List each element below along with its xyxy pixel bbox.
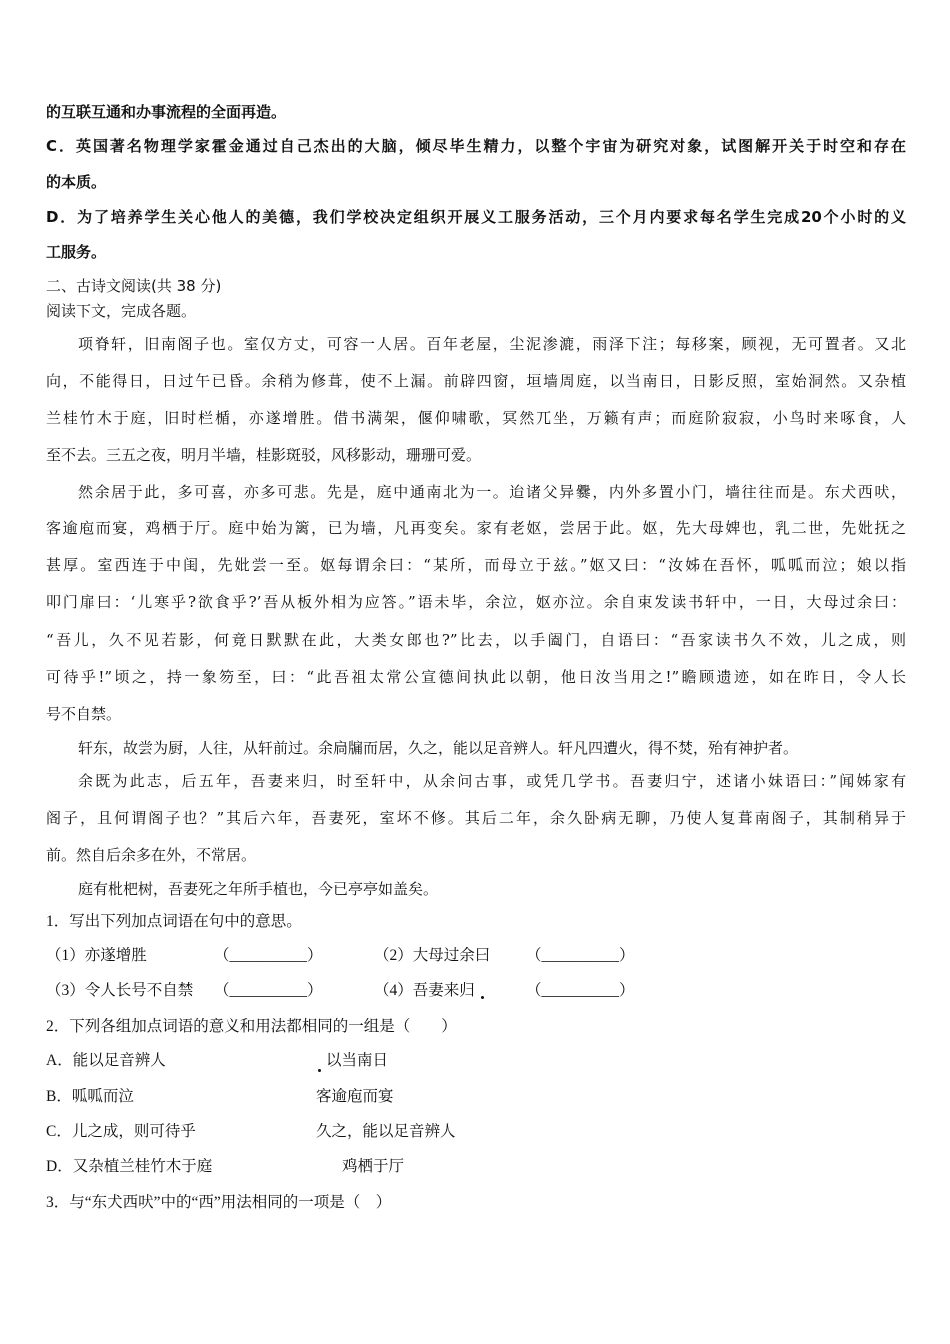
option-b-tail: 的互联互通和办事流程的全面再造。 (46, 103, 287, 121)
q2-option-a-left: A．能以足音辨人 (46, 1052, 166, 1069)
q2-option-c-right: 久之，能以足音辨人 (316, 1123, 456, 1140)
q2-option-d-right: 鸡栖于厅 (342, 1158, 405, 1175)
passage-line: 至不去。三五之夜，明月半墙，桂影斑驳，风移影动，珊珊可爱。 (46, 446, 482, 464)
passage-line: 阁子，且何谓阁子也？”其后六年，吾妻死，室坏不修。其后二年，余久卧病无聊，乃使人复葺南阁子，其制稍异于 (46, 809, 906, 827)
q2-option-a-right: 以当南日 (326, 1052, 389, 1069)
q2-option-c-left: C．儿之成，则可待乎 (46, 1123, 196, 1140)
option-c-line2: 的本质。 (46, 173, 107, 191)
q1-item-label: （1）亦遂增胜 (46, 947, 147, 964)
passage-line: 庭有枇杷树，吾妻死之年所手植也，今已亭亭如盖矣。 (78, 880, 439, 898)
passage-line: 前。然自后余多在外，不常居。 (46, 846, 257, 864)
q1-item-label: （4）吾妻来归 (374, 982, 475, 999)
option-d-line2: 工服务。 (46, 243, 107, 261)
passage-line: 甚厚。室西连于中闺，先妣尝一至。妪每谓余曰：“某所，而母立于兹。”妪又曰：“汝姊在吾怀，呱呱而泣；娘以指 (46, 556, 906, 574)
passage-line: 号不自禁。 (46, 705, 122, 723)
q2-option-b-right: 客逾庖而宴 (316, 1088, 394, 1105)
q1-answer-blank[interactable]: （__________） (526, 947, 635, 964)
passage-line: 兰桂竹木于庭，旧时栏楯，亦遂增胜。借书满架，偃仰啸歌，冥然兀坐，万籁有声；而庭阶寂寂，小鸟时来啄食，人 (46, 409, 906, 427)
q1-answer-blank[interactable]: （__________） (214, 947, 323, 964)
passage-line: 轩东，故尝为厨，人往，从轩前过。余扃牖而居，久之，能以足音辨人。轩凡四遭火，得不焚，殆有神护者。 (78, 739, 799, 757)
section-heading: 二、古诗文阅读(共 38 分) (46, 277, 222, 295)
passage-line: 余既为此志，后五年，吾妻来归，时至轩中，从余问古事，或凭几学书。吾妻归宁，述诸小妹语曰：”闻姊家有 (78, 772, 906, 790)
passage-line: 叩门扉曰：‘儿寒乎?欲食乎?’吾从板外相为应答。”语未毕，余泣，妪亦泣。余自束发读书轩中，一日，大母过余曰： (46, 593, 906, 611)
option-c-line1: C．英国著名物理学家霍金通过自己杰出的大脑，倾尽毕生精力，以整个宇宙为研究对象，试图解开关于时空和存在 (46, 137, 906, 155)
question-1-stem: 1．写出下列加点词语在句中的意思。 (46, 913, 302, 930)
option-d-line1: D．为了培养学生关心他人的美德，我们学校决定组织开展义工服务活动，三个月内要求每名学生完成20个小时的义 (46, 208, 906, 226)
q1-answer-blank[interactable]: （__________） (214, 982, 323, 999)
emphasis-dot (481, 996, 484, 999)
passage-line: 客逾庖而宴，鸡栖于厅。庭中始为篱，已为墙，凡再变矣。家有老妪，尝居于此。妪，先大母婢也，乳二世，先妣抚之 (46, 519, 906, 537)
q1-item-label: （3）令人长号不自禁 (46, 982, 194, 999)
question-3-stem: 3．与“东犬西吠”中的“西”用法相同的一项是（ ） (46, 1194, 392, 1211)
q1-answer-blank[interactable]: （__________） (526, 982, 635, 999)
passage-line: 然余居于此，多可喜，亦多可悲。先是，庭中通南北为一。迨诸父异爨，内外多置小门，墙往往而是。东犬西吠， (78, 483, 906, 501)
q2-option-b-left: B．呱呱而泣 (46, 1088, 134, 1105)
passage-line: 项脊轩，旧南阁子也。室仅方丈，可容一人居。百年老屋，尘泥渗漉，雨泽下注；每移案，顾视，无可置者。又北 (78, 335, 906, 353)
section-instruction: 阅读下文，完成各题。 (46, 302, 197, 320)
passage-line: 向，不能得日，日过午已昏。余稍为修葺，使不上漏。前辟四窗，垣墙周庭，以当南日，日影反照，室始洞然。又杂植 (46, 372, 906, 390)
passage-line: “吾儿，久不见若影，何竟日默默在此，大类女郎也?”比去，以手阖门，自语曰：“吾家读书久不效，儿之成，则 (46, 631, 906, 649)
question-2-stem: 2．下列各组加点词语的意义和用法都相同的一组是（ ） (46, 1018, 457, 1035)
emphasis-dot (318, 1069, 321, 1072)
passage-line: 可待乎!”顷之，持一象笏至，曰：“此吾祖太常公宣德间执此以朝，他日汝当用之!”瞻顾遗迹，如在昨日，令人长 (46, 668, 906, 686)
q2-option-d-left: D．又杂植兰桂竹木于庭 (46, 1158, 213, 1175)
q1-item-label: （2）大母过余曰 (374, 947, 491, 964)
